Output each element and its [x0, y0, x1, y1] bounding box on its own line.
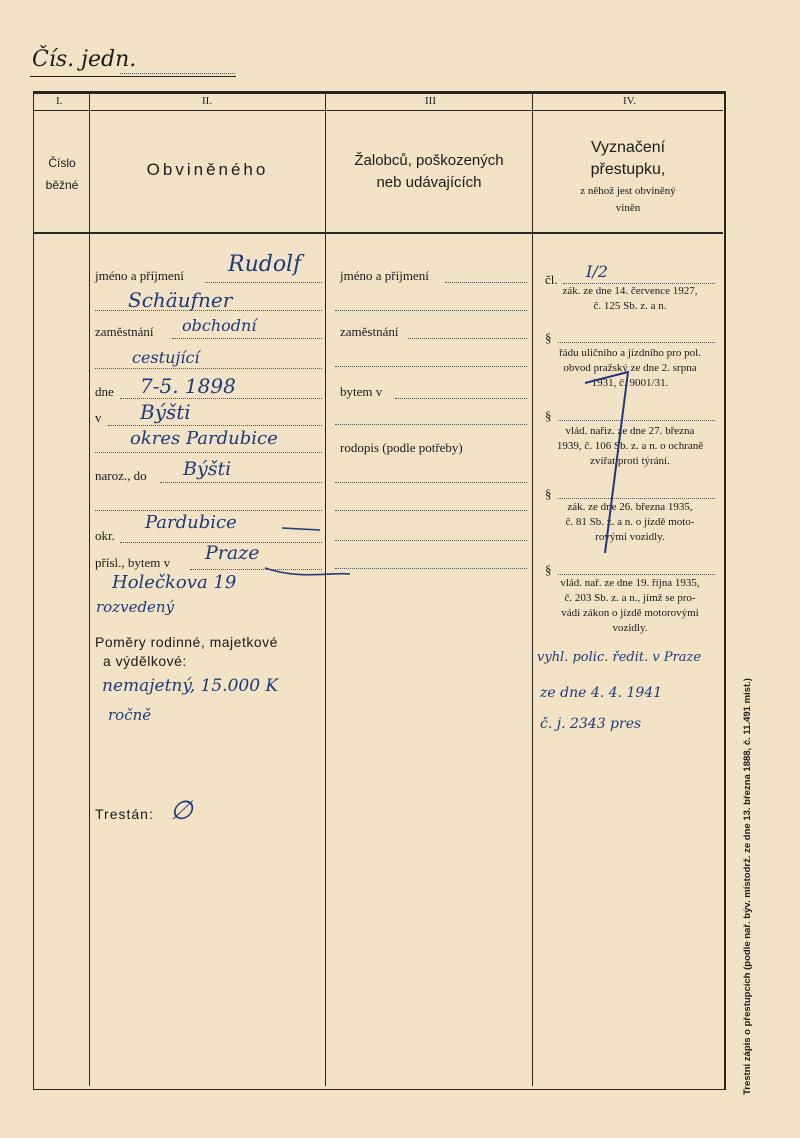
- okr-label: okr.: [95, 528, 115, 543]
- adresa-handwritten: Holečkova 19: [112, 572, 237, 593]
- zamestnani-handwritten: obchodní: [182, 316, 257, 335]
- zak-1927-line1: zák. ze dne 14. července 1927,: [562, 285, 698, 297]
- prijmeni-handwritten: Schäufner: [128, 288, 233, 312]
- naroz-label: naroz., do: [95, 468, 147, 483]
- par-4: §: [545, 562, 552, 577]
- col1-title-line1: Číslo: [48, 156, 76, 170]
- vlad-1935-line3: vádí zákon o jízdě motorovými: [561, 607, 699, 619]
- v-label: v: [95, 410, 102, 425]
- zak-1935-line3: rovými vozidly.: [595, 531, 665, 543]
- col1-title-line2: běžné: [45, 178, 79, 192]
- col1-number: I.: [56, 95, 63, 107]
- zak-1935-line1: zák. ze dne 26. března 1935,: [567, 501, 693, 513]
- pomery-label-line1: Poměry rodinné, majetkové: [95, 634, 278, 650]
- rad-ulicni-line1: řádu uličního a jízdního pro pol.: [559, 347, 701, 359]
- pen-stroke-z: [585, 372, 628, 553]
- col3-title-line1: Žalobců, poškozených: [354, 152, 504, 169]
- vlad-1935-line2: č. 203 Sb. z. a n., jímž se pro-: [564, 592, 696, 604]
- col4-title-line2: přestupku,: [590, 161, 666, 178]
- rad-ulicni-line2: obvod pražský ze dne 2. srpna: [563, 362, 697, 374]
- dne-label: dne: [95, 384, 114, 399]
- col4-subtitle: z něhož jest obviněný: [580, 185, 676, 197]
- col3-bytem-label: bytem v: [340, 384, 383, 399]
- col4-subtitle2: viněn: [615, 202, 641, 214]
- pomery-handwritten-2: ročně: [108, 706, 152, 724]
- zamestnani-handwritten-2: cestující: [132, 348, 200, 367]
- col4-handwritten-3: č. j. 2343 pres: [540, 716, 642, 732]
- par-2: §: [545, 408, 552, 423]
- col4-number: IV.: [623, 95, 636, 107]
- jmeno-label: jméno a příjmení: [95, 268, 184, 283]
- col4-handwritten-2: ze dne 4. 4. 1941: [540, 685, 663, 701]
- prisl-handwritten: Praze: [205, 542, 260, 564]
- zak-1935-line2: č. 81 Sb. z. a n. o jízdě moto-: [565, 516, 695, 528]
- col2-title: Obviněného: [146, 160, 269, 179]
- trestan-handwritten: ∅: [170, 796, 193, 826]
- side-caption: Trestní zápis o přestupcích (podle nař. býv. místodrž. ze dne 13. března 1888, č. 11.491 míst.): [742, 678, 753, 1095]
- col3-title-line2: neb udávajících: [376, 174, 482, 191]
- par-1: §: [545, 330, 552, 345]
- pomery-label-line2: a výdělkové:: [103, 653, 187, 669]
- col3-rodopis-label: rodopis (podle potřeby): [340, 440, 463, 455]
- stav-handwritten: rozvedený: [96, 598, 175, 616]
- vlad-1935-line4: vozidly.: [612, 622, 648, 634]
- pomery-handwritten: nemajetný, 15.000 K: [102, 676, 279, 696]
- vlad-1939-line2: 1939, č. 106 Sb. z. a n. o ochraně: [556, 440, 704, 452]
- rad-ulicni-line3: 1931, č. 9001/31.: [591, 377, 669, 389]
- cis-jedn-label: Čís. jedn.: [32, 47, 137, 72]
- trestan-label: Trestán:: [95, 806, 154, 822]
- pen-stroke-underline: [282, 528, 320, 530]
- vlad-1939-line3: zvířat proti týrání.: [590, 455, 670, 467]
- vlad-1939-line1: vlád. nařiz. ze dne 27. března: [565, 425, 695, 437]
- col4-title-line1: Vyznačení: [590, 139, 666, 156]
- okr-handwritten: Pardubice: [145, 512, 237, 533]
- par-3: §: [545, 486, 552, 501]
- vlad-1935-line1: vlád. nař. ze dne 19. října 1935,: [560, 577, 700, 589]
- zamestnani-label: zaměstnání: [95, 324, 154, 339]
- cl-label: čl.: [545, 272, 558, 287]
- zak-1927-line2: č. 125 Sb. z. a n.: [593, 300, 667, 312]
- col3-zamestnani-label: zaměstnání: [340, 324, 399, 339]
- col3-number: III: [425, 95, 436, 107]
- col4-handwritten-1: vyhl. polic. ředit. v Praze: [537, 650, 702, 665]
- jmeno-handwritten: Rudolf: [228, 252, 302, 277]
- v-handwritten: Býšti: [140, 400, 191, 424]
- col2-number: II.: [202, 95, 213, 107]
- okres-handwritten: okres Pardubice: [130, 428, 278, 449]
- col3-jmeno-label: jméno a příjmení: [340, 268, 429, 283]
- prisl-label: přísl., bytem v: [95, 555, 171, 570]
- cl-handwritten: I/2: [586, 262, 608, 281]
- pen-stroke-bracket: [265, 568, 350, 575]
- dne-handwritten: 7-5. 1898: [140, 374, 236, 398]
- naroz-handwritten: Býšti: [183, 458, 232, 480]
